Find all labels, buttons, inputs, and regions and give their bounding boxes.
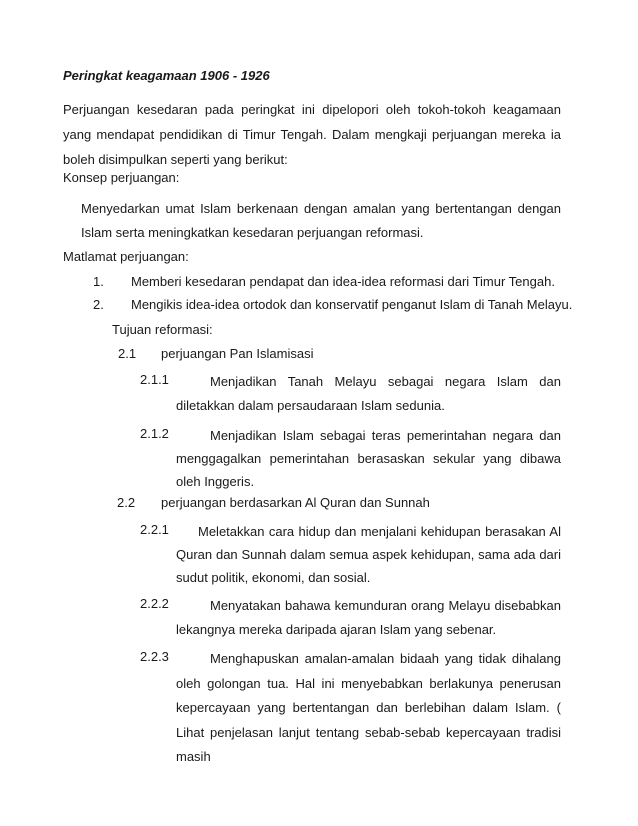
- konsep-text: Menyedarkan umat Islam berkenaan dengan amalan yang bertentangan dengan Islam serta meningkatkan kesedaran perjuangan reformasi.: [81, 201, 561, 240]
- item-first-line: Menghapuskan amalan-amalan bidaah yang tidak dihalang: [210, 651, 561, 666]
- item-text: [176, 424, 561, 493]
- item-text: [176, 647, 561, 770]
- item-first-line: Meletakkan cara hidup dan menjalani kehidupan berasakan Al: [198, 524, 561, 539]
- item-text: [176, 370, 561, 418]
- item-number: 2.2.2: [140, 596, 169, 611]
- item-number: 2.2.1: [140, 522, 169, 537]
- item-number: 2.1.2: [140, 426, 169, 441]
- item-continuation: diletakkan dalam persaudaraan Islam sedunia.: [176, 398, 445, 413]
- item-continuation: lekangnya mereka daripada ajaran Islam yang sebenar.: [176, 622, 497, 637]
- section-heading: Peringkat keagamaan 1906 - 1926: [63, 68, 270, 83]
- list-item-text: Mengikis idea-idea ortodok dan konservatif penganut Islam di Tanah Melayu.: [131, 297, 573, 312]
- matlamat-label: Matlamat perjuangan:: [63, 249, 189, 264]
- item-text: [176, 594, 561, 642]
- item-number: 2.1.1: [140, 372, 169, 387]
- item-first-line: Menyatakan bahawa kemunduran orang Melayu disebabkan: [210, 598, 561, 613]
- item-first-line: Menjadikan Tanah Melayu sebagai negara Islam dan: [210, 374, 561, 389]
- subsection-number: 2.1: [118, 346, 137, 361]
- item-text: [176, 520, 561, 589]
- intro-paragraph: Perjuangan kesedaran pada peringkat ini dipelopori oleh tokoh-tokoh keagamaan yang mendapat pendidikan di Timur Tengah. Dalam mengkaji perjuangan mereka ia boleh disimpulkan seperti yang berikut:: [63, 102, 561, 167]
- tujuan-label: Tujuan reformasi:: [112, 322, 213, 337]
- subsection-title: perjuangan berdasarkan Al Quran dan Sunnah: [161, 495, 430, 510]
- subsection-title: perjuangan Pan Islamisasi: [161, 346, 314, 361]
- item-continuation: Quran dan Sunnah dalam semua aspek kehidupan, sama ada dari sudut politik, ekonomi, dan sosial.: [176, 547, 561, 585]
- konsep-label: Konsep perjuangan:: [63, 170, 180, 185]
- item-continuation: oleh golongan tua. Hal ini menyebabkan berlakunya penerusan kepercayaan yang bertentangan dan berlebihan dalam Islam. ( Lihat penjelasan lanjut tentang sebab-sebab kepercayaan tradisi masih: [176, 675, 561, 764]
- list-item-text: Memberi kesedaran pendapat dan idea-idea reformasi dari Timur Tengah.: [131, 274, 555, 289]
- item-first-line: Menjadikan Islam sebagai teras pemerintahan negara dan: [210, 428, 561, 443]
- list-number: 2.: [93, 297, 104, 312]
- item-continuation: menggagalkan pemerintahan berasaskan sekular yang dibawa oleh Inggeris.: [176, 451, 561, 489]
- item-number: 2.2.3: [140, 649, 169, 664]
- subsection-number: 2.2: [117, 495, 136, 510]
- list-number: 1.: [93, 274, 104, 289]
